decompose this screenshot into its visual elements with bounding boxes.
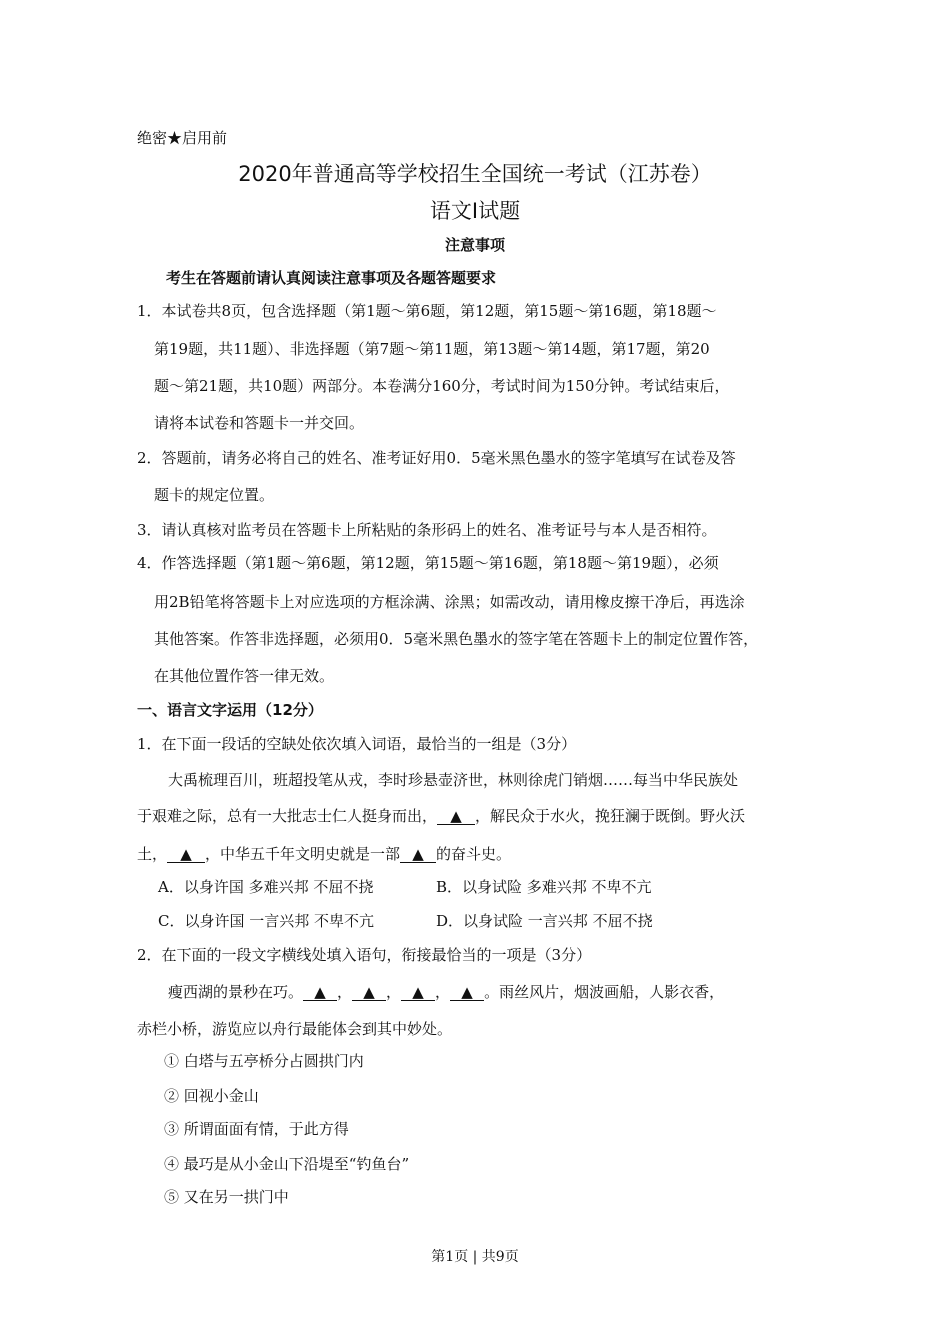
note-1-line-4: 请将本试卷和答题卡一并交回。 — [154, 414, 365, 432]
question-2-passage-line-2: 赤栏小桥，游览应以舟行最能体会到其中妙处。 — [137, 1020, 453, 1038]
blank-triangle: ▲ — [437, 809, 475, 825]
option-c: C．以身许国 一言兴邦 不卑不亢 — [158, 912, 375, 930]
note-4-line-4: 在其他位置作答一律无效。 — [154, 667, 335, 685]
note-1-line-1: 1．本试卷共8页，包含选择题（第1题～第6题，第12题，第15题～第16题，第18题～ — [137, 302, 717, 320]
blank-triangle: ▲ — [450, 985, 484, 1001]
page-footer: 第1页 | 共9页 — [431, 1249, 519, 1265]
list-item: ② 回视小金山 — [164, 1087, 259, 1105]
option-d: D．以身试险 一言兴邦 不屈不挠 — [436, 912, 653, 930]
comma: ， — [435, 983, 451, 1001]
blank-triangle: ▲ — [167, 847, 205, 863]
note-1-line-2: 第19题，共11题）、非选择题（第7题～第11题，第13题～第14题，第17题，第20 — [154, 340, 710, 358]
period: 。 — [484, 983, 500, 1001]
passage-text: 的奋斗史。 — [436, 845, 512, 863]
question-2-stem: 2．在下面的一段文字横线处填入语句，衔接最恰当的一项是（3分） — [137, 946, 592, 964]
note-2-line-1: 2．答题前，请务必将自己的姓名、准考证好用0．5毫米黑色墨水的签字笔填写在试卷及答 — [137, 449, 736, 467]
notice-subtitle: 考生在答题前请认真阅读注意事项及各题答题要求 — [166, 269, 497, 287]
note-4-line-1: 4．作答选择题（第1题～第6题，第12题，第15题～第16题，第18题～第19题），必须 — [137, 554, 719, 572]
passage-text: 土， — [137, 845, 168, 863]
passage-text: 瘦西湖的景秒在巧。 — [168, 983, 304, 1001]
list-item: ③ 所谓面面有情，于此方得 — [164, 1120, 349, 1138]
note-1-line-3: 题～第21题，共10题）两部分。本卷满分160分，考试时间为150分钟。考试结束后， — [154, 377, 730, 395]
question-1-passage-line-1: 大禹梳理百川，班超投笔从戎，李时珍悬壶济世，林则徐虎门销烟……每当中华民族处 — [168, 771, 739, 789]
passage-text: 于艰难之际，总有一大批志士仁人挺身而出， — [137, 807, 438, 825]
option-a: A．以身许国 多难兴邦 不屈不挠 — [158, 878, 374, 896]
question-1-passage-line-2 — [137, 805, 745, 826]
blank-triangle: ▲ — [352, 985, 386, 1001]
exam-title: 2020年普通高等学校招生全国统一考试（江苏卷） — [238, 162, 712, 186]
passage-text: ，解民众于水火，挽狂澜于既倒。野火沃 — [475, 807, 746, 825]
question-1-passage-line-3 — [137, 843, 511, 864]
passage-text: 雨丝风片，烟波画船，人影衣香， — [499, 983, 725, 1001]
note-3-line-1: 3．请认真核对监考员在答题卡上所粘贴的条形码上的姓名、准考证号与本人是否相符。 — [137, 521, 717, 539]
option-b: B．以身试险 多难兴邦 不卑不亢 — [436, 878, 652, 896]
section-heading: 一、语言文字运用（12分） — [137, 701, 323, 719]
passage-text: ，中华五千年文明史就是一部 — [205, 845, 401, 863]
note-2-line-2: 题卡的规定位置。 — [154, 486, 275, 504]
blank-triangle: ▲ — [303, 985, 337, 1001]
notice-title: 注意事项 — [444, 236, 505, 254]
comma: ， — [337, 983, 353, 1001]
list-item: ⑤ 又在另一拱门中 — [164, 1188, 289, 1206]
question-2-passage-line-1 — [168, 981, 724, 1002]
question-1-stem: 1．在下面一段话的空缺处依次填入词语，最恰当的一组是（3分） — [137, 735, 577, 753]
blank-triangle: ▲ — [400, 847, 436, 863]
exam-subtitle: 语文Ⅰ试题 — [429, 199, 521, 223]
secret-label: 绝密★启用前 — [137, 129, 228, 147]
note-4-line-3: 其他答案。作答非选择题，必须用0．5毫米黑色墨水的签字笔在答题卡上的制定位置作答， — [154, 630, 759, 648]
list-item: ① 白塔与五亭桥分占圆拱门内 — [164, 1052, 364, 1070]
blank-triangle: ▲ — [401, 985, 435, 1001]
note-4-line-2: 用2B铅笔将答题卡上对应选项的方框涂满、涂黑；如需改动，请用橡皮擦干净后，再选涂 — [154, 593, 745, 611]
comma: ， — [386, 983, 402, 1001]
list-item: ④ 最巧是从小金山下沿堤至“钓鱼台” — [164, 1155, 410, 1173]
